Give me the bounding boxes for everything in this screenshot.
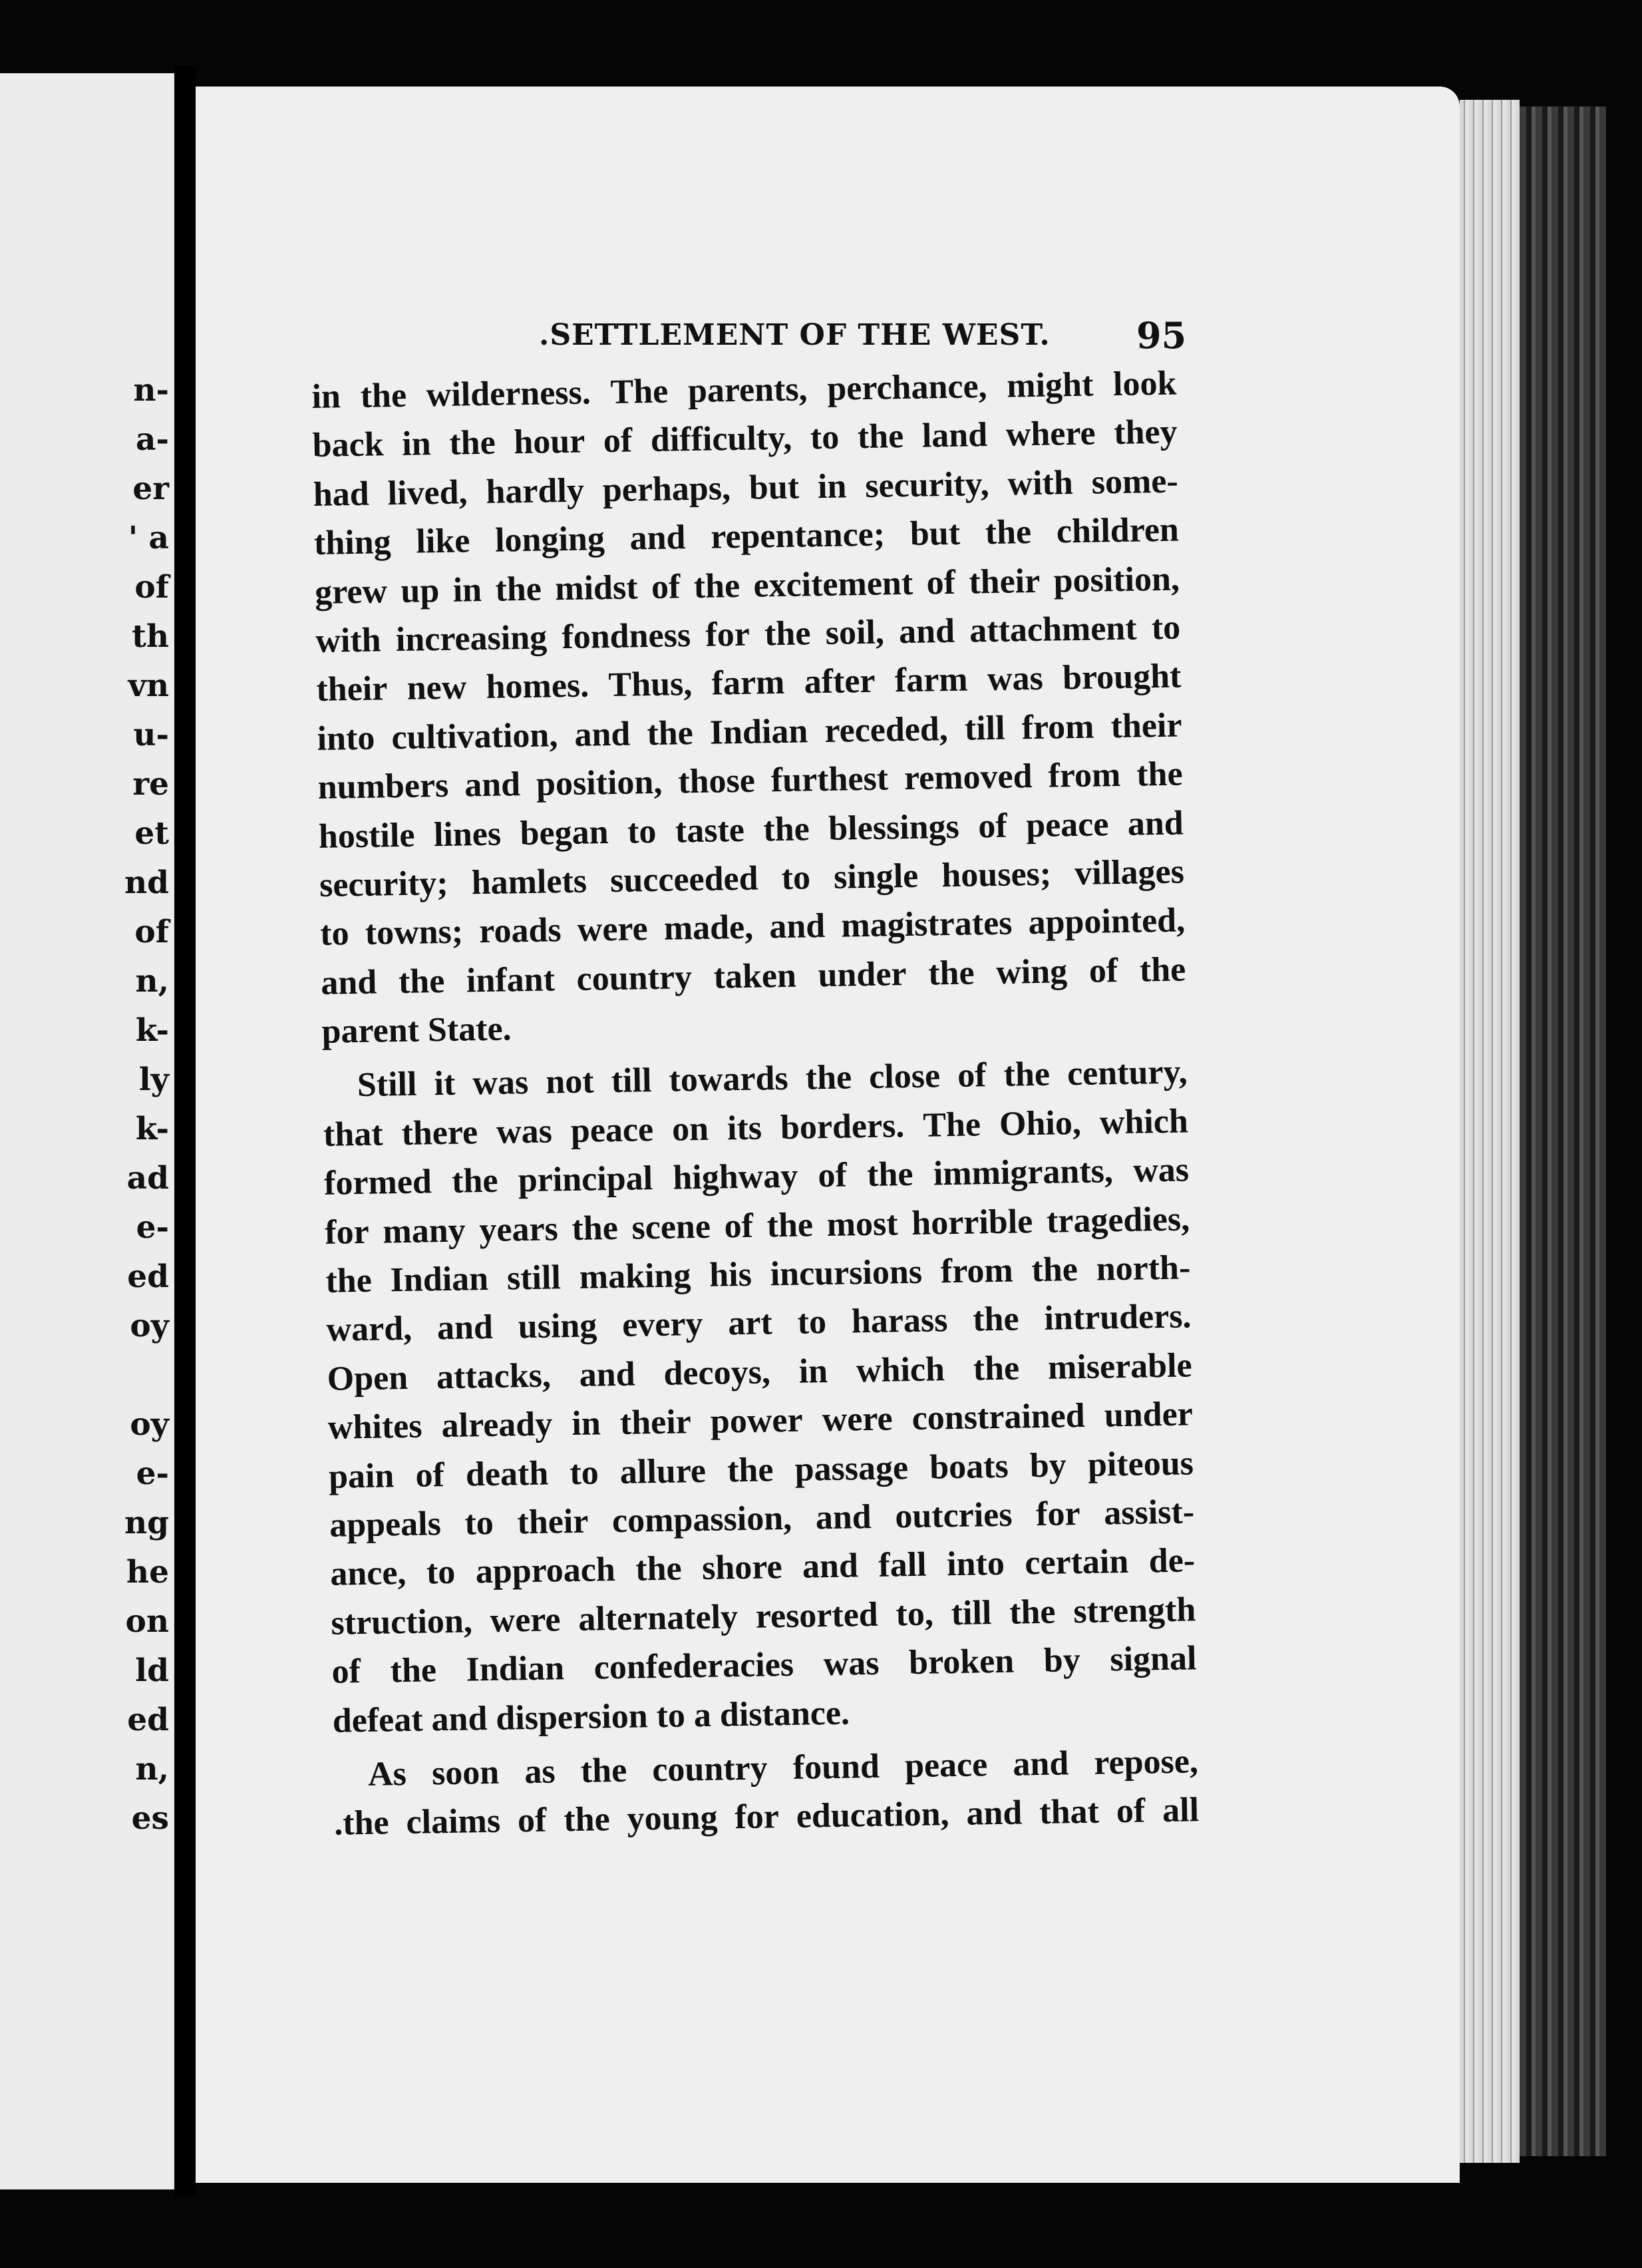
page-number: 95	[1136, 314, 1187, 357]
text-line: Still it was not till towards the close of the century,	[357, 1053, 1188, 1105]
left-page-fragment: n,	[135, 1751, 169, 1788]
left-page-fragment: et	[134, 815, 169, 852]
left-page-fragment: ld	[135, 1652, 169, 1689]
text-line: security; hamlets succeeded to single houses; villages	[319, 852, 1185, 904]
text-line: Open attacks, and decoys, in which the miserable	[327, 1346, 1193, 1398]
text-line: thing like longing and repentance; but the children	[313, 510, 1180, 563]
left-page-fragment: ed	[127, 1258, 169, 1295]
text-line: whites already in their power were constrained under	[327, 1395, 1194, 1447]
left-page-fragment: re	[132, 766, 169, 803]
left-page-fragment: e-	[136, 1209, 169, 1246]
paragraph	[322, 1048, 1198, 1746]
text-line: and the infant country taken under the wing of the	[320, 950, 1186, 1002]
left-page-fragment: ed	[127, 1702, 169, 1738]
text-line: .the claims of the young for education, and that of all	[333, 1791, 1200, 1843]
left-page-fragment: th	[132, 618, 169, 655]
left-page-fragment: ng	[124, 1505, 169, 1541]
text-line: grew up in the midst of the excitement of their position,	[314, 560, 1180, 612]
text-line: to towns; roads were made, and magistrates appointed,	[319, 901, 1186, 954]
left-page-fragment: n-	[133, 372, 169, 409]
text-line: formed the principal highway of the immigrants, was	[323, 1151, 1190, 1203]
page-edges	[1460, 100, 1520, 2163]
left-page-fragment: k-	[135, 1012, 169, 1049]
left-page-fragment: u-	[133, 717, 169, 753]
text-line: numbers and position, those furthest removed from the	[317, 755, 1184, 807]
left-page-fragment: a-	[136, 421, 169, 458]
text-line: ance, to approach the shore and fall into certain de-	[329, 1541, 1196, 1594]
text-line: appeals to their compassion, and outcries for assist-	[329, 1493, 1195, 1545]
left-page-fragment: ly	[138, 1061, 169, 1098]
text-line: in the wilderness. The parents, perchance, might look	[311, 364, 1177, 416]
paragraph	[311, 359, 1187, 1057]
left-page-fragment: ' a	[128, 520, 169, 556]
book-gutter	[174, 67, 196, 2196]
left-page-fragment: e-	[136, 1455, 169, 1492]
text-line: hostile lines began to taste the blessings of peace and	[318, 804, 1184, 856]
text-line: for many years the scene of the most horrible tragedies,	[324, 1200, 1190, 1252]
left-page-fragment	[124, 1351, 169, 1400]
text-line: their new homes. Thus, farm after farm was brought	[316, 657, 1182, 709]
paragraph	[333, 1737, 1200, 1848]
left-page-fragment: ad	[126, 1160, 169, 1197]
left-page-fragment: of	[134, 569, 169, 606]
text-line: that there was peace on its borders. The Ohio, which	[323, 1102, 1189, 1154]
left-page-fragment: es	[131, 1800, 169, 1837]
left-page-fragment: oy	[130, 1308, 169, 1344]
text-line: defeat and dispersion to a distance.	[332, 1694, 850, 1740]
text-line: into cultivation, and the Indian receded, till from their	[317, 706, 1182, 758]
text-line: the Indian still making his incursions from the north-	[325, 1248, 1191, 1300]
left-page-text-fragments	[124, 366, 169, 1843]
left-page-fragment: he	[126, 1554, 169, 1591]
book-cover-edge	[1520, 106, 1606, 2156]
text-line: struction, were alternately resorted to, till the strength	[331, 1591, 1196, 1642]
text-line: back in the hour of difficulty, to the land where they	[312, 413, 1178, 465]
left-page-fragment: er	[132, 471, 169, 507]
left-page-fragment: vn	[128, 667, 169, 704]
left-page-fragment: on	[125, 1603, 169, 1640]
left-page-fragment: k-	[135, 1111, 169, 1147]
left-page-fragment: n,	[135, 963, 169, 1000]
text-line: of the Indian confederacies was broken by signal	[331, 1639, 1197, 1691]
left-page-fragment: nd	[124, 864, 169, 901]
text-line: ward, and using every art to harass the intruders.	[326, 1297, 1192, 1350]
left-page-fragment: of	[134, 914, 169, 950]
left-page	[0, 73, 174, 2189]
text-line: with increasing fondness for the soil, and attachment to	[315, 608, 1181, 660]
text-line: As soon as the country found peace and repose,	[367, 1742, 1199, 1794]
text-line: parent State.	[321, 1010, 512, 1051]
body-text	[311, 359, 1200, 1849]
left-page-fragment: oy	[130, 1406, 169, 1443]
text-line: pain of death to allure the passage boats by piteous	[328, 1443, 1194, 1496]
text-line: had lived, hardly perhaps, but in security, with some-	[313, 462, 1179, 514]
running-head: .SETTLEMENT OF THE WEST.	[539, 318, 1051, 352]
